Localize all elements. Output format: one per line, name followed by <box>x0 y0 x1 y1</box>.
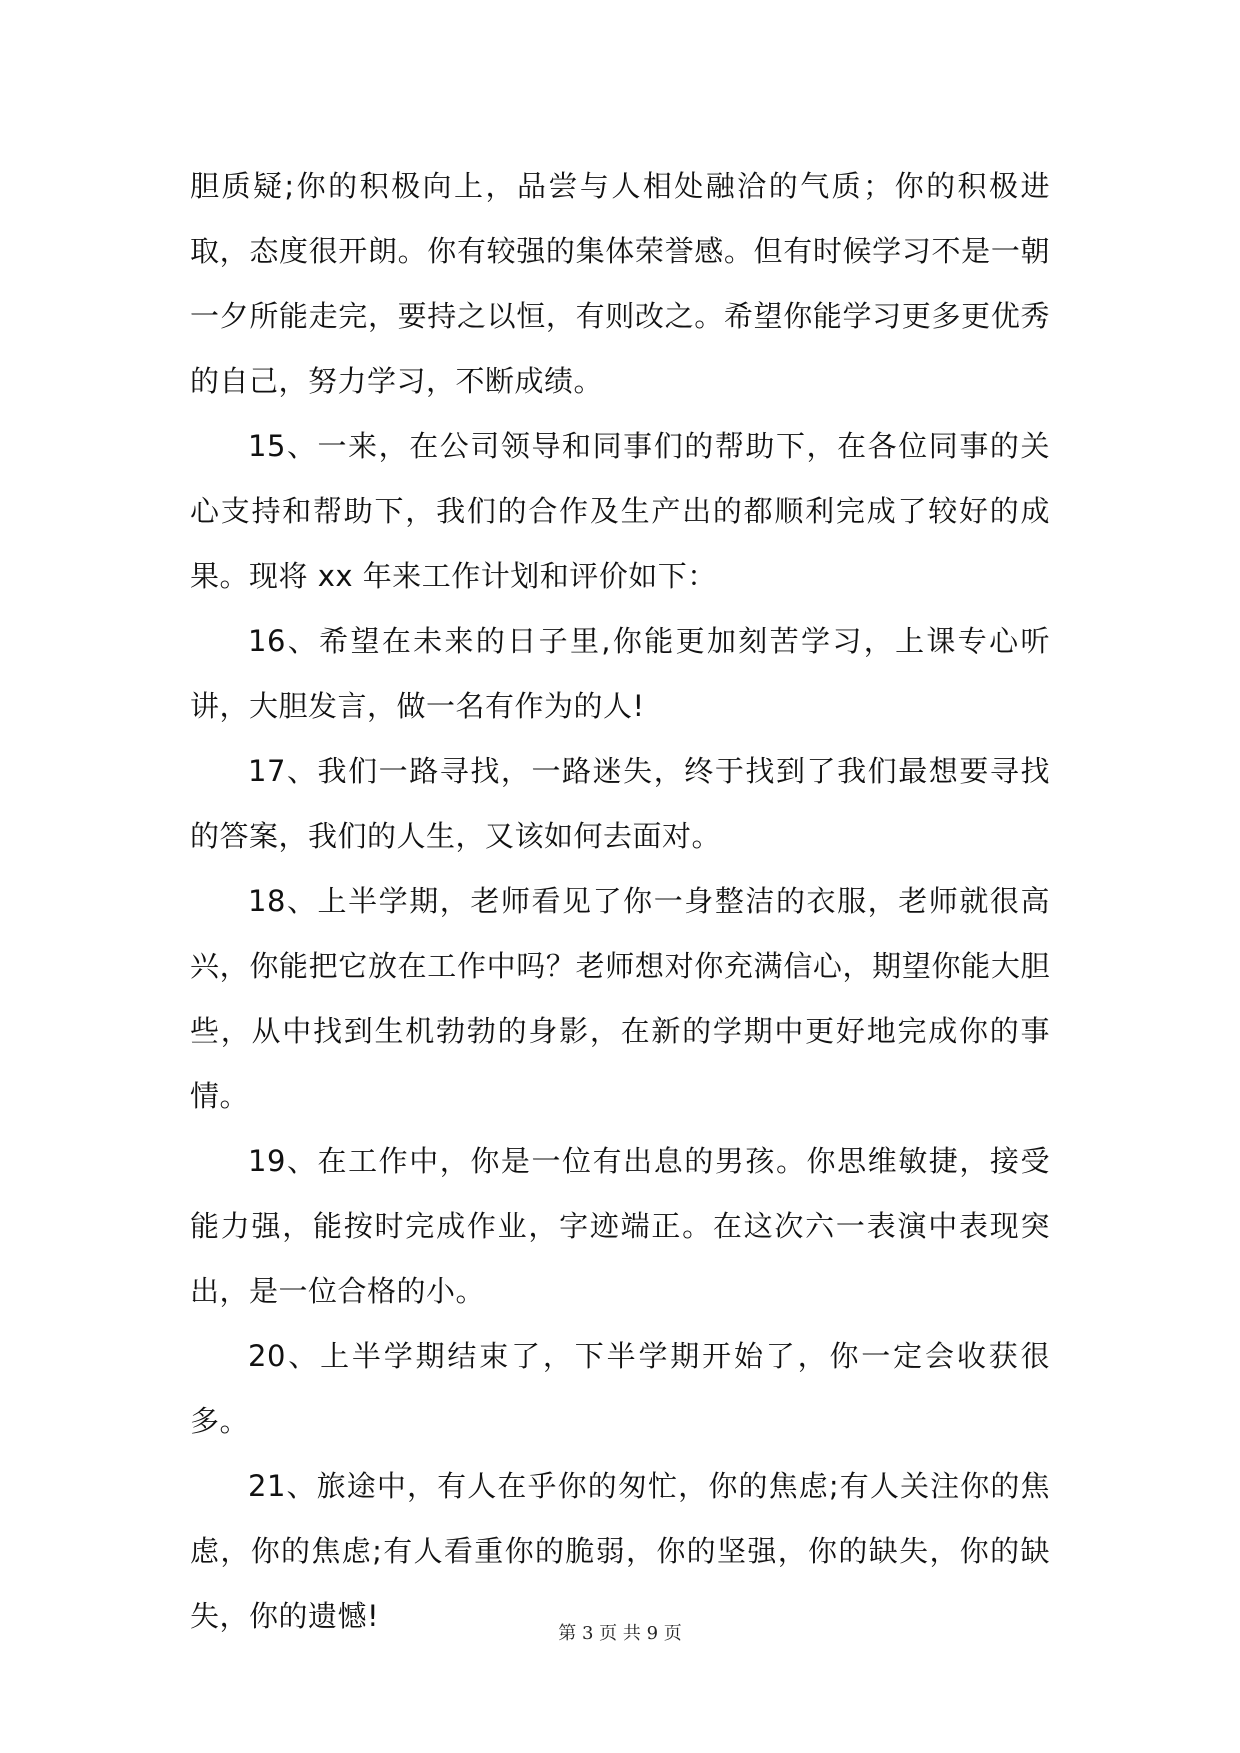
paragraph-20: 20、上半学期结束了，下半学期开始了，你一定会收获很多。 <box>190 1339 1050 1438</box>
footer-current-page: 3 <box>581 1623 594 1644</box>
paragraph-continuation: 胆质疑;你的积极向上，品尝与人相处融洽的气质；你的积极进取，态度很开朗。你有较强的集体荣誉感。但有时候学习不是一朝一夕所能走完，要持之以恒，有则改之。希望你能学习更多更优秀的自己，努力学习，不断成绩。 <box>190 169 1050 398</box>
paragraph-17: 17、我们一路寻找，一路迷失，终于找到了我们最想要寻找的答案，我们的人生，又该如何去面对。 <box>190 754 1050 853</box>
paragraph-15: 15、一来，在公司领导和同事们的帮助下，在各位同事的关心支持和帮助下，我们的合作及生产出的都顺利完成了较好的成果。现将 xx 年来工作计划和评价如下： <box>190 429 1050 593</box>
footer-total-pages: 9 <box>646 1623 659 1644</box>
footer-prefix: 第 <box>558 1623 577 1644</box>
paragraph-16: 16、希望在未来的日子里,你能更加刻苦学习，上课专心听讲，大胆发言，做一名有作为的人! <box>190 624 1050 723</box>
page-footer <box>0 1622 1240 1646</box>
paragraph-21: 21、旅途中，有人在乎你的匆忙，你的焦虑;有人关注你的焦虑，你的焦虑;有人看重你的脆弱，你的坚强，你的缺失，你的缺失，你的遗憾! <box>190 1469 1050 1633</box>
paragraph-18: 18、上半学期，老师看见了你一身整洁的衣服，老师就很高兴，你能把它放在工作中吗？老师想对你充满信心，期望你能大胆些，从中找到生机勃勃的身影，在新的学期中更好地完成你的事情。 <box>190 884 1050 1113</box>
body-text <box>190 154 1050 1649</box>
footer-middle: 页 共 <box>599 1623 641 1644</box>
footer-suffix: 页 <box>663 1623 682 1644</box>
paragraph-19: 19、在工作中，你是一位有出息的男孩。你思维敏捷，接受能力强，能按时完成作业，字迹端正。在这次六一表演中表现突出，是一位合格的小。 <box>190 1144 1050 1308</box>
